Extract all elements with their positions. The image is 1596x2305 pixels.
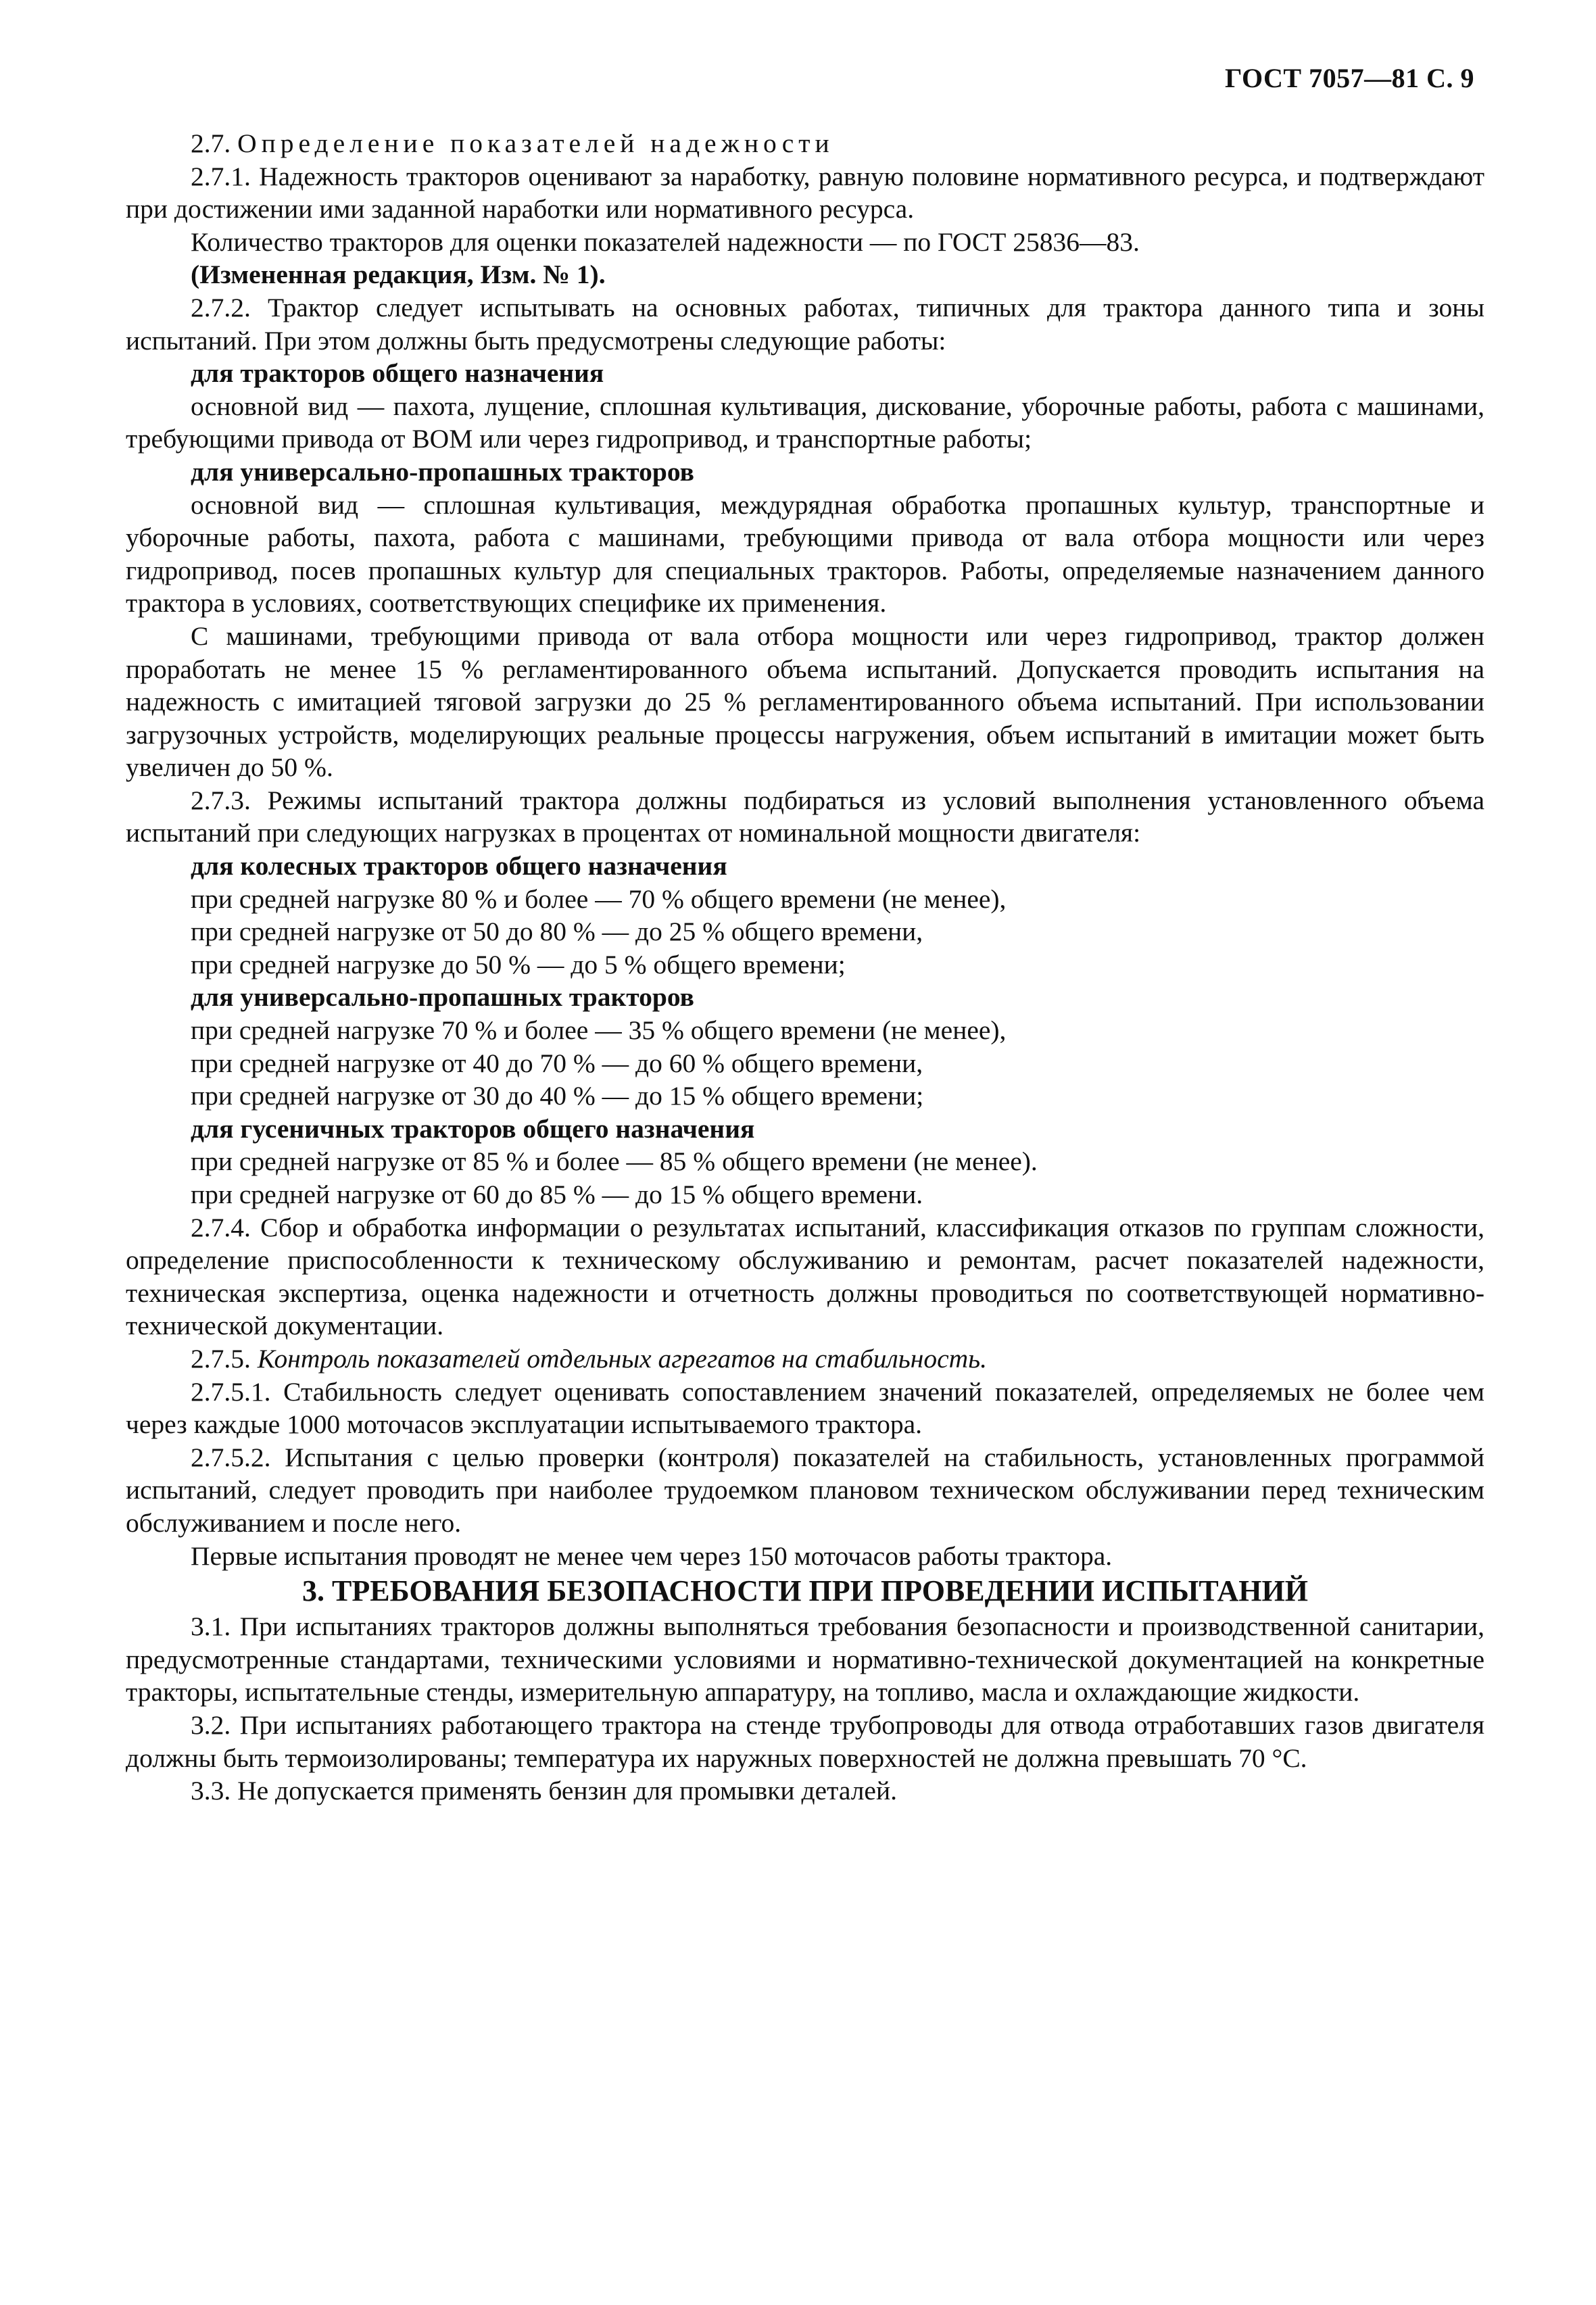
load-line: при средней нагрузке от 40 до 70 % — до 60 % общего времени,: [191, 1048, 923, 1078]
paragraph-italic-text: Контроль показателей отдельных агрегатов на стабильность.: [257, 1343, 987, 1374]
paragraph-3-3: 3.3. Не допускается применять бензин для промывки деталей.: [191, 1776, 897, 1806]
paragraph-2-7-3: 2.7.3. Режимы испытаний трактора должны подбираться из условий выполнения установленного объема испытаний при следующих нагрузках в процентах от номинальной мощности двигателя:: [126, 785, 1484, 848]
heading-text: Определение показателей надежности: [237, 128, 834, 158]
paragraph-2-7-5-2: 2.7.5.2. Испытания с целью проверки (контроля) показателей на стабильность, установленных программой испытаний, следует проводить при наиболее трудоемком плановом техническом обслуживании перед техническим обслуживанием и после него.: [126, 1442, 1484, 1538]
heading-number: 2.7.: [191, 128, 231, 158]
paragraph-universal-works: основной вид — сплошная культивация, междурядная обработка пропашных культур, транспортные и уборочные работы, пахота, работа с машинами, требующими привода от вала отбора мощности или через гидропривод, посев пропашных культур для специальных тракторов. Работы, определяемые назначением данного трактора в условиях, соответствующих специфике их применения.: [126, 489, 1484, 618]
amendment-note: (Измененная редакция, Изм. № 1).: [191, 260, 606, 290]
paragraph-3-1: 3.1. При испытаниях тракторов должны выполняться требования безопасности и производственной санитарии, предусмотренные стандартами, техническими условиями и нормативно-технической документацией на конкретные тракторы, испытательные стенды, измерительную аппаратуру, на топливо, масла и охлаждающие жидкости.: [126, 1611, 1484, 1707]
subheading-wheeled-tractors: для колесных тракторов общего назначения: [191, 851, 727, 881]
paragraph-2-7-5-1: 2.7.5.1. Стабильность следует оценивать сопоставлением значений показателей, определяемых не более чем через каждые 1000 моточасов эксплуатации испытываемого трактора.: [126, 1376, 1484, 1440]
paragraph-2-7-1: 2.7.1. Надежность тракторов оценивают за наработку, равную половине нормативного ресурса, и подтверждают при достижении ими заданной наработки или нормативного ресурса.: [126, 161, 1484, 224]
section-heading-2-7: [126, 127, 1484, 160]
document-body: [126, 127, 1484, 1807]
subheading-universal-tractors-loads: для универсально-пропашных тракторов: [191, 982, 694, 1013]
subheading-universal-tractors: для универсально-пропашных тракторов: [191, 456, 694, 487]
paragraph-3-2: 3.2. При испытаниях работающего трактора на стенде трубопроводы для отвода отработавших газов двигателя должны быть термоизолированы; температура их наружных поверхностей не должна превышать 70 °С.: [126, 1709, 1484, 1773]
paragraph-number: 2.7.5.: [191, 1343, 251, 1374]
paragraph-first-tests: Первые испытания проводят не менее чем через 150 моточасов работы трактора.: [191, 1540, 1113, 1571]
load-line: при средней нагрузке от 60 до 85 % — до 15 % общего времени.: [191, 1180, 923, 1209]
paragraph-general-works: основной вид — пахота, лущение, сплошная культивация, дискование, уборочные работы, работа с машинами, требующими привода от ВОМ или через гидропривод, и транспортные работы;: [126, 391, 1484, 454]
paragraph-2-7-5: [126, 1342, 1484, 1376]
load-line: при средней нагрузке до 50 % — до 5 % общего времени;: [191, 949, 846, 979]
paragraph-pto-machines: С машинами, требующими привода от вала отбора мощности или через гидропривод, трактор должен проработать не менее 15 % регламентированного объема испытаний. Допускается проводить испытания на надежность с имитацией тяговой загрузки до 25 % регламентированного объема испытаний. При использовании загрузочных устройств, моделирующих реальные процессы нагружения, объем испытаний в имитации может быть увеличен до 50 %.: [126, 621, 1484, 783]
load-line: при средней нагрузке 80 % и более — 70 % общего времени (не менее),: [191, 883, 1007, 914]
page-header: ГОСТ 7057—81 С. 9: [1224, 63, 1474, 93]
load-line: при средней нагрузке от 85 % и более — 85 % общего времени (не менее).: [191, 1146, 1038, 1177]
subheading-general-tractors: для тракторов общего назначения: [191, 358, 604, 389]
load-line: при средней нагрузке 70 % и более — 35 % общего времени (не менее),: [191, 1015, 1007, 1046]
paragraph-2-7-2: 2.7.2. Трактор следует испытывать на основных работах, типичных для трактора данного типа и зоны испытаний. При этом должны быть предусмотрены следующие работы:: [126, 292, 1484, 356]
subheading-tracked-tractors: для гусеничных тракторов общего назначения: [191, 1113, 755, 1144]
paragraph-2-7-4: 2.7.4. Сбор и обработка информации о результатах испытаний, классификация отказов по группам сложности, определение приспособленности к техническому обслуживанию и ремонтам, расчет показателей надежности, техническая экспертиза, оценка надежности и отчетность должны проводиться по соответствующей нормативно-технической документации.: [126, 1212, 1484, 1341]
section-title-3: 3. ТРЕБОВАНИЯ БЕЗОПАСНОСТИ ПРИ ПРОВЕДЕНИИ ИСПЫТАНИЙ: [302, 1574, 1308, 1608]
load-line: при средней нагрузке от 30 до 40 % — до 15 % общего времени;: [191, 1081, 924, 1111]
paragraph-tractor-count: Количество тракторов для оценки показателей надежности — по ГОСТ 25836—83.: [191, 226, 1140, 257]
load-line: при средней нагрузке от 50 до 80 % — до 25 % общего времени,: [191, 917, 923, 947]
